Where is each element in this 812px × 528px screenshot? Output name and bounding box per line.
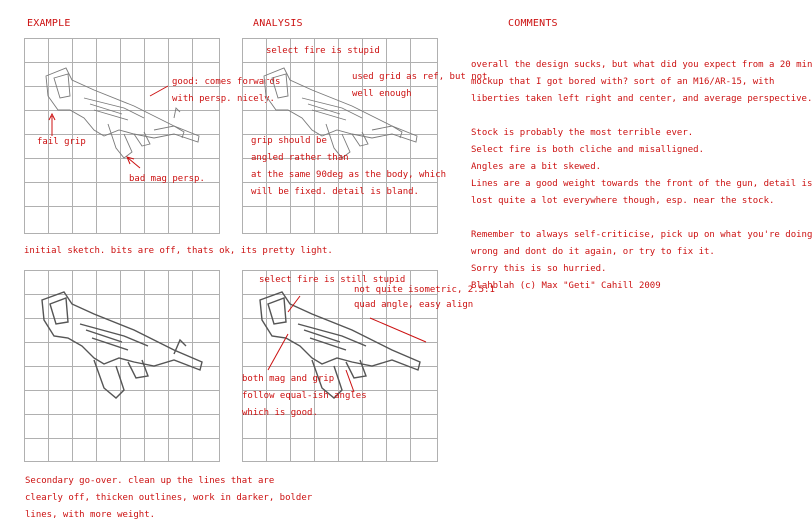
annot-mag-line2: follow equal-ish angles bbox=[242, 391, 367, 401]
caption-initial-sketch: initial sketch. bits are off, thats ok, its pretty light. bbox=[24, 246, 333, 256]
caption-secondary-line1: Secondary go-over. clean up the lines that are bbox=[25, 476, 275, 486]
annot-mag-line1: both mag and grip bbox=[242, 374, 335, 384]
annot-good-line1: good: comes forwards bbox=[172, 77, 281, 87]
annot-grip-line2: angled rather than bbox=[251, 153, 349, 163]
comment-p3-l1: Remember to always self-criticise, pick up on what you're doing bbox=[471, 230, 812, 240]
annot-grid-line1: used grid as ref, but not bbox=[352, 72, 488, 82]
comment-p3-l4: Blahblah (c) Max "Geti" Cahill 2009 bbox=[471, 281, 661, 291]
annot-good-line2: with persp. nicely. bbox=[172, 94, 275, 104]
comment-p1-l1: overall the design sucks, but what did you expect from a 20 min bbox=[471, 60, 812, 70]
comment-p2-l1: Stock is probably the most terrible ever. bbox=[471, 128, 694, 138]
annot-grip-line3: at the same 90deg as the body, which bbox=[251, 170, 447, 180]
caption-secondary-line2: clearly off, thicken outlines, work in darker, bolder bbox=[25, 493, 313, 503]
annot-grid-line2: well enough bbox=[352, 89, 412, 99]
annot-grip-line4: will be fixed. detail is bland. bbox=[251, 187, 419, 197]
annot-mag-line3: which is good. bbox=[242, 408, 318, 418]
header-analysis: ANALYSIS bbox=[253, 18, 303, 29]
caption-secondary-line3: lines, with more weight. bbox=[25, 510, 156, 520]
annot-bad-mag: bad mag persp. bbox=[129, 174, 205, 184]
annot-select-fire: select fire is stupid bbox=[266, 46, 380, 56]
header-example: EXAMPLE bbox=[27, 18, 71, 29]
comment-p2-l3: Angles are a bit skewed. bbox=[471, 162, 602, 172]
comment-p2-l2: Select fire is both cliche and misalligned. bbox=[471, 145, 704, 155]
header-comments: COMMENTS bbox=[508, 18, 558, 29]
comment-p1-l2: mockup that I got bored with? sort of an M16/AR-15, with bbox=[471, 77, 775, 87]
comment-p1-l3: liberties taken left right and center, and average perspective. bbox=[471, 94, 812, 104]
annot-fail-grip: fail grip bbox=[37, 137, 86, 147]
annot-iso-line1: not quite isometric, 2.5:1 bbox=[354, 285, 495, 295]
comment-p3-l3: Sorry this is so hurried. bbox=[471, 264, 607, 274]
comment-p2-l4: Lines are a good weight towards the front of the gun, detail is bbox=[471, 179, 812, 189]
annot-iso-line2: quad angle, easy align bbox=[354, 300, 474, 310]
annot-select-fire-still: select fire is still stupid bbox=[259, 275, 406, 285]
annot-grip-line1: grip should be bbox=[251, 136, 327, 146]
comment-p3-l2: wrong and dont do it again, or try to fix it. bbox=[471, 247, 715, 257]
comment-p2-l5: lost quite a lot everywhere though, esp. near the stock. bbox=[471, 196, 775, 206]
